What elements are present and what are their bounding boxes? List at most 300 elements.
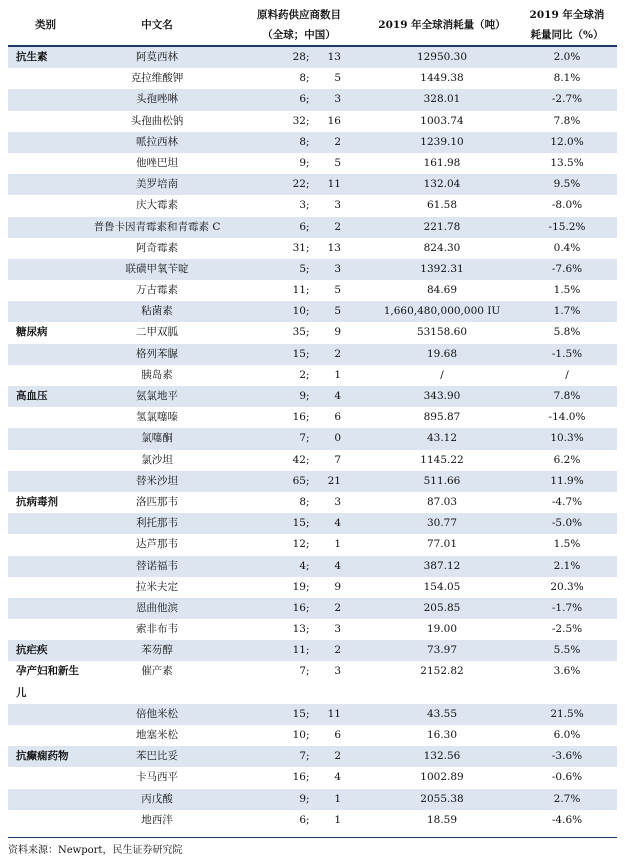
suppliers-separator: ; <box>306 347 310 360</box>
suppliers-separator: ; <box>306 813 310 826</box>
cell-growth: 9.5% <box>553 178 581 191</box>
table-row <box>8 47 617 68</box>
suppliers-china: 2 <box>334 347 341 360</box>
cell-consumption: 221.78 <box>423 220 461 233</box>
cell-drug-name: 拉米夫定 <box>136 580 178 593</box>
suppliers-china: 3 <box>334 665 341 678</box>
suppliers-separator: ; <box>306 93 310 106</box>
suppliers-separator: ; <box>306 665 310 678</box>
suppliers-separator: ; <box>306 580 310 593</box>
suppliers-china: 5 <box>334 284 341 297</box>
cell-growth: 12.0% <box>550 135 584 148</box>
suppliers-global: 12 <box>292 538 306 551</box>
table-row <box>8 789 617 810</box>
suppliers-china: 13 <box>327 241 341 254</box>
suppliers-separator: ; <box>306 559 310 572</box>
cell-drug-name: 普鲁卡因青霉素和青霉素 C <box>93 220 221 233</box>
cell-category <box>8 577 83 598</box>
header-growth-line2: 耗量同比（%） <box>530 28 604 41</box>
cell-consumption: 43.55 <box>426 707 458 720</box>
suppliers-global: 5 <box>299 262 306 275</box>
table-row <box>8 344 617 365</box>
table-row <box>8 132 617 153</box>
suppliers-global: 4 <box>299 559 306 572</box>
cell-category <box>8 195 83 216</box>
cell-consumption: 1,660,480,000,000 IU <box>383 305 501 318</box>
cell-consumption: 43.12 <box>426 432 458 445</box>
cell-growth: 7.8% <box>553 114 581 127</box>
suppliers-separator: ; <box>306 707 310 720</box>
cell-drug-name: 苯芴醇 <box>141 644 173 657</box>
cell-suppliers <box>231 534 367 555</box>
suppliers-china: 13 <box>327 51 341 63</box>
table-row <box>8 810 617 831</box>
suppliers-global: 65 <box>292 474 306 487</box>
suppliers-separator: ; <box>306 750 310 763</box>
cell-consumption: 73.97 <box>426 644 458 657</box>
suppliers-global: 11 <box>292 284 306 297</box>
suppliers-china: 1 <box>334 813 341 826</box>
table-row <box>8 195 617 216</box>
cell-growth: -5.0% <box>551 517 583 530</box>
cell-suppliers <box>231 386 367 407</box>
cell-category <box>8 153 83 174</box>
cell-consumption: 2152.82 <box>420 665 464 678</box>
suppliers-global: 9 <box>299 156 306 169</box>
cell-consumption: 1449.38 <box>420 72 464 85</box>
cell-drug-name: 粘菌素 <box>141 305 173 318</box>
suppliers-separator: ; <box>306 792 310 805</box>
cell-consumption: 1002.89 <box>420 771 464 784</box>
cell-consumption: 84.69 <box>426 284 458 297</box>
cell-consumption: 161.98 <box>423 156 461 169</box>
cell-growth: -7.6% <box>551 262 583 275</box>
cell-growth: -1.5% <box>551 347 583 360</box>
suppliers-global: 8 <box>299 72 306 85</box>
cell-consumption: 824.30 <box>423 241 461 254</box>
suppliers-separator: ; <box>306 644 310 657</box>
cell-consumption: 511.66 <box>423 474 461 487</box>
cell-consumption: 16.30 <box>426 729 458 742</box>
table-row <box>8 640 617 661</box>
header-suppliers <box>231 4 367 45</box>
cell-drug-name: 联磺甲氧苄啶 <box>125 262 189 275</box>
suppliers-global: 16 <box>292 601 306 614</box>
suppliers-separator: ; <box>306 305 310 318</box>
cell-suppliers <box>231 746 367 767</box>
suppliers-global: 31 <box>292 241 306 254</box>
suppliers-global: 7 <box>299 665 306 678</box>
cell-category <box>8 725 83 746</box>
suppliers-separator: ; <box>306 241 310 254</box>
table-row <box>8 661 617 703</box>
cell-category <box>8 301 83 322</box>
table-header <box>8 4 617 47</box>
suppliers-global: 2 <box>299 368 306 381</box>
cell-drug-name: 阿奇霉素 <box>136 241 178 254</box>
cell-consumption: 18.59 <box>426 813 458 826</box>
cell-suppliers <box>231 322 367 343</box>
cell-category: 抗疟疾 <box>16 644 48 657</box>
suppliers-china: 0 <box>334 432 341 445</box>
cell-drug-name: 阿莫西林 <box>136 51 178 63</box>
cell-suppliers <box>231 153 367 174</box>
cell-suppliers <box>231 619 367 640</box>
cell-growth: -3.6% <box>551 750 583 763</box>
cell-growth: 5.8% <box>553 326 581 339</box>
cell-drug-name: 利托那韦 <box>136 517 178 530</box>
suppliers-separator: ; <box>306 262 310 275</box>
suppliers-separator: ; <box>306 517 310 530</box>
table-body <box>8 47 617 831</box>
cell-growth: / <box>565 368 569 381</box>
cell-growth: 2.0% <box>553 51 581 63</box>
cell-growth: 5.5% <box>553 644 581 657</box>
suppliers-separator: ; <box>306 601 310 614</box>
suppliers-china: 1 <box>334 538 341 551</box>
cell-consumption: 30.77 <box>426 517 458 530</box>
suppliers-china: 4 <box>334 559 341 572</box>
table-row <box>8 450 617 471</box>
cell-category <box>8 598 83 619</box>
suppliers-separator: ; <box>306 474 310 487</box>
suppliers-china: 2 <box>334 601 341 614</box>
cell-suppliers <box>231 598 367 619</box>
cell-consumption: 343.90 <box>423 390 461 402</box>
cell-growth: 1.7% <box>553 305 581 318</box>
suppliers-china: 16 <box>327 114 341 127</box>
cell-suppliers <box>231 280 367 301</box>
suppliers-separator: ; <box>306 284 310 297</box>
suppliers-global: 15 <box>292 347 306 360</box>
cell-suppliers <box>231 132 367 153</box>
suppliers-global: 6 <box>299 220 306 233</box>
suppliers-global: 10 <box>292 305 306 318</box>
table-row <box>8 301 617 322</box>
cell-category: 抗癫痫药物 <box>16 750 69 763</box>
suppliers-global: 42 <box>292 453 306 466</box>
cell-suppliers <box>231 513 367 534</box>
header-growth <box>517 4 617 45</box>
cell-drug-name: 格列苯脲 <box>136 347 178 360</box>
cell-suppliers <box>231 111 367 132</box>
suppliers-global: 3 <box>299 199 306 212</box>
cell-suppliers <box>231 661 367 682</box>
suppliers-china: 9 <box>334 326 341 339</box>
cell-drug-name: 苯巴比妥 <box>136 750 178 763</box>
cell-suppliers <box>231 789 367 810</box>
table-row <box>8 365 617 386</box>
cell-consumption: 53158.60 <box>416 326 468 339</box>
cell-suppliers <box>231 259 367 280</box>
suppliers-china: 11 <box>327 707 341 720</box>
cell-drug-name: 替诺福韦 <box>136 559 178 572</box>
cell-drug-name: 克拉维酸钾 <box>130 72 184 85</box>
table-row <box>8 407 617 428</box>
suppliers-china: 4 <box>334 771 341 784</box>
cell-category <box>8 407 83 428</box>
header-consumption: 2019 年全球消耗量（吨） <box>378 18 506 31</box>
cell-growth: -2.7% <box>551 93 583 106</box>
cell-suppliers <box>231 217 367 238</box>
cell-suppliers <box>231 450 367 471</box>
cell-category <box>8 68 83 89</box>
suppliers-separator: ; <box>306 326 310 339</box>
table-row <box>8 428 617 449</box>
cell-growth: -15.2% <box>548 220 586 233</box>
suppliers-china: 2 <box>334 135 341 148</box>
table-row <box>8 598 617 619</box>
cell-consumption: 1145.22 <box>420 453 464 466</box>
cell-category: 高血压 <box>16 390 48 402</box>
suppliers-separator: ; <box>306 411 310 424</box>
cell-category <box>8 619 83 640</box>
cell-category <box>8 238 83 259</box>
header-suppliers-line2: （全球；中国） <box>262 28 336 41</box>
suppliers-global: 16 <box>292 411 306 424</box>
table-row <box>8 492 617 513</box>
suppliers-separator: ; <box>306 432 310 445</box>
suppliers-separator: ; <box>306 178 310 191</box>
suppliers-china: 3 <box>334 199 341 212</box>
cell-growth: -14.0% <box>548 411 586 424</box>
cell-suppliers <box>231 407 367 428</box>
cell-consumption: / <box>440 368 444 381</box>
cell-growth: 11.9% <box>550 474 584 487</box>
cell-category <box>8 89 83 110</box>
table-row <box>8 471 617 492</box>
suppliers-china: 21 <box>327 474 341 487</box>
cell-suppliers <box>231 471 367 492</box>
cell-growth: 6.0% <box>553 729 581 742</box>
cell-growth: -0.6% <box>551 771 583 784</box>
suppliers-separator: ; <box>306 114 310 127</box>
table-row <box>8 577 617 598</box>
suppliers-global: 11 <box>292 644 306 657</box>
suppliers-china: 6 <box>334 411 341 424</box>
cell-suppliers <box>231 492 367 513</box>
cell-suppliers <box>231 89 367 110</box>
cell-growth: 10.3% <box>550 432 584 445</box>
cell-drug-name: 二甲双胍 <box>136 326 178 339</box>
suppliers-global: 8 <box>299 495 306 508</box>
cell-category <box>8 789 83 810</box>
cell-growth: 1.5% <box>553 538 581 551</box>
table-row <box>8 111 617 132</box>
table-row <box>8 746 617 767</box>
header-growth-line1: 2019 年全球消 <box>529 8 605 21</box>
suppliers-separator: ; <box>306 453 310 466</box>
suppliers-global: 15 <box>292 517 306 530</box>
suppliers-china: 5 <box>334 156 341 169</box>
cell-category <box>8 471 83 492</box>
table-row <box>8 89 617 110</box>
cell-growth: -4.6% <box>551 813 583 826</box>
suppliers-china: 4 <box>334 517 341 530</box>
suppliers-china: 5 <box>334 305 341 318</box>
table-row <box>8 386 617 407</box>
cell-drug-name: 洛匹那韦 <box>136 495 178 508</box>
cell-drug-name: 达芦那韦 <box>136 538 178 551</box>
cell-suppliers <box>231 428 367 449</box>
cell-category <box>8 217 83 238</box>
cell-growth: 20.3% <box>550 580 584 593</box>
cell-drug-name: 哌拉西林 <box>136 135 178 148</box>
suppliers-china: 3 <box>334 93 341 106</box>
suppliers-china: 3 <box>334 495 341 508</box>
suppliers-global: 10 <box>292 729 306 742</box>
cell-drug-name: 他唑巴坦 <box>136 156 178 169</box>
cell-category <box>8 704 83 725</box>
cell-suppliers <box>231 704 367 725</box>
cell-drug-name: 氨氯地平 <box>136 390 178 402</box>
table-row <box>8 322 617 343</box>
cell-suppliers <box>231 68 367 89</box>
cell-drug-name: 氯沙坦 <box>141 453 173 466</box>
suppliers-global: 8 <box>299 135 306 148</box>
cell-drug-name: 万古霉素 <box>136 284 178 297</box>
cell-drug-name: 卡马西平 <box>136 771 178 784</box>
cell-consumption: 77.01 <box>426 538 458 551</box>
cell-suppliers <box>231 344 367 365</box>
suppliers-china: 9 <box>334 580 341 593</box>
cell-suppliers <box>231 640 367 661</box>
cell-drug-name: 丙戊酸 <box>141 792 173 805</box>
cell-drug-name: 氯噻酮 <box>141 432 173 445</box>
suppliers-global: 6 <box>299 813 306 826</box>
cell-drug-name: 催产素 <box>141 665 173 678</box>
table-row <box>8 513 617 534</box>
cell-consumption: 387.12 <box>423 559 461 572</box>
cell-growth: -2.5% <box>551 623 583 636</box>
suppliers-global: 22 <box>292 178 306 191</box>
suppliers-separator: ; <box>306 51 310 63</box>
suppliers-global: 7 <box>299 432 306 445</box>
table-row <box>8 174 617 195</box>
cell-drug-name: 胰岛素 <box>141 368 173 381</box>
suppliers-china: 6 <box>334 729 341 742</box>
suppliers-global: 13 <box>292 623 306 636</box>
cell-drug-name: 庆大霉素 <box>136 199 178 212</box>
cell-suppliers <box>231 238 367 259</box>
cell-growth: 3.6% <box>553 665 581 678</box>
suppliers-china: 1 <box>334 368 341 381</box>
cell-category <box>8 428 83 449</box>
suppliers-global: 32 <box>292 114 306 127</box>
cell-suppliers <box>231 301 367 322</box>
table-row <box>8 725 617 746</box>
cell-drug-name: 氢氯噻嗪 <box>136 411 178 424</box>
table-row <box>8 767 617 788</box>
cell-consumption: 132.04 <box>423 178 461 191</box>
suppliers-global: 35 <box>292 326 306 339</box>
table-row <box>8 217 617 238</box>
suppliers-global: 16 <box>292 771 306 784</box>
suppliers-global: 9 <box>299 792 306 805</box>
cell-suppliers <box>231 767 367 788</box>
cell-drug-name: 头孢唑啉 <box>136 93 178 106</box>
suppliers-china: 4 <box>334 390 341 402</box>
suppliers-global: 7 <box>299 750 306 763</box>
cell-drug-name: 头孢曲松钠 <box>130 114 184 127</box>
cell-growth: 2.1% <box>553 559 581 572</box>
cell-consumption: 205.85 <box>423 601 461 614</box>
cell-growth: 2.7% <box>553 792 581 805</box>
cell-suppliers <box>231 47 367 68</box>
suppliers-china: 1 <box>334 792 341 805</box>
cell-consumption: 1392.31 <box>420 262 464 275</box>
header-suppliers-line1: 原料药供应商数目 <box>257 8 341 21</box>
cell-consumption: 87.03 <box>426 495 458 508</box>
cell-drug-name: 地塞米松 <box>136 729 178 742</box>
cell-drug-name: 倍他米松 <box>136 707 178 720</box>
cell-growth: 6.2% <box>553 453 581 466</box>
cell-consumption: 2055.38 <box>420 792 464 805</box>
cell-category <box>8 767 83 788</box>
table-row <box>8 280 617 301</box>
cell-category: 糖尿病 <box>16 326 48 339</box>
cell-suppliers <box>231 174 367 195</box>
suppliers-global: 15 <box>292 707 306 720</box>
cell-drug-name: 替米沙坦 <box>136 474 178 487</box>
cell-growth: 13.5% <box>550 156 584 169</box>
cell-category: 抗生素 <box>16 51 48 63</box>
cell-category: 抗病毒剂 <box>16 495 58 508</box>
table-row <box>8 238 617 259</box>
suppliers-separator: ; <box>306 538 310 551</box>
cell-category <box>8 513 83 534</box>
cell-drug-name: 美罗培南 <box>136 178 178 191</box>
suppliers-separator: ; <box>306 495 310 508</box>
suppliers-separator: ; <box>306 729 310 742</box>
cell-consumption: 132.56 <box>423 750 461 763</box>
cell-consumption: 19.00 <box>426 623 458 636</box>
cell-growth: -4.7% <box>551 495 583 508</box>
table-row <box>8 68 617 89</box>
table-row <box>8 534 617 555</box>
header-name: 中文名 <box>141 18 173 31</box>
table-row <box>8 153 617 174</box>
table-row <box>8 619 617 640</box>
suppliers-china: 2 <box>334 220 341 233</box>
table-row <box>8 556 617 577</box>
cell-suppliers <box>231 195 367 216</box>
cell-suppliers <box>231 556 367 577</box>
cell-suppliers <box>231 365 367 386</box>
table-row <box>8 704 617 725</box>
suppliers-global: 6 <box>299 93 306 106</box>
cell-growth: 21.5% <box>550 707 584 720</box>
suppliers-global: 9 <box>299 390 306 402</box>
cell-growth: 8.1% <box>553 72 581 85</box>
cell-drug-name: 恩曲他滨 <box>136 601 178 614</box>
suppliers-separator: ; <box>306 156 310 169</box>
suppliers-china: 11 <box>327 178 341 191</box>
cell-consumption: 61.58 <box>426 199 458 212</box>
cell-category <box>8 810 83 831</box>
suppliers-china: 2 <box>334 750 341 763</box>
suppliers-separator: ; <box>306 220 310 233</box>
cell-consumption: 19.68 <box>426 347 458 360</box>
cell-growth: 0.4% <box>553 241 581 254</box>
cell-category <box>8 174 83 195</box>
cell-growth: -8.0% <box>551 199 583 212</box>
cell-consumption: 895.87 <box>423 411 461 424</box>
cell-consumption: 12950.30 <box>416 51 468 63</box>
cell-category <box>8 111 83 132</box>
cell-category <box>8 259 83 280</box>
cell-consumption: 1239.10 <box>420 135 464 148</box>
